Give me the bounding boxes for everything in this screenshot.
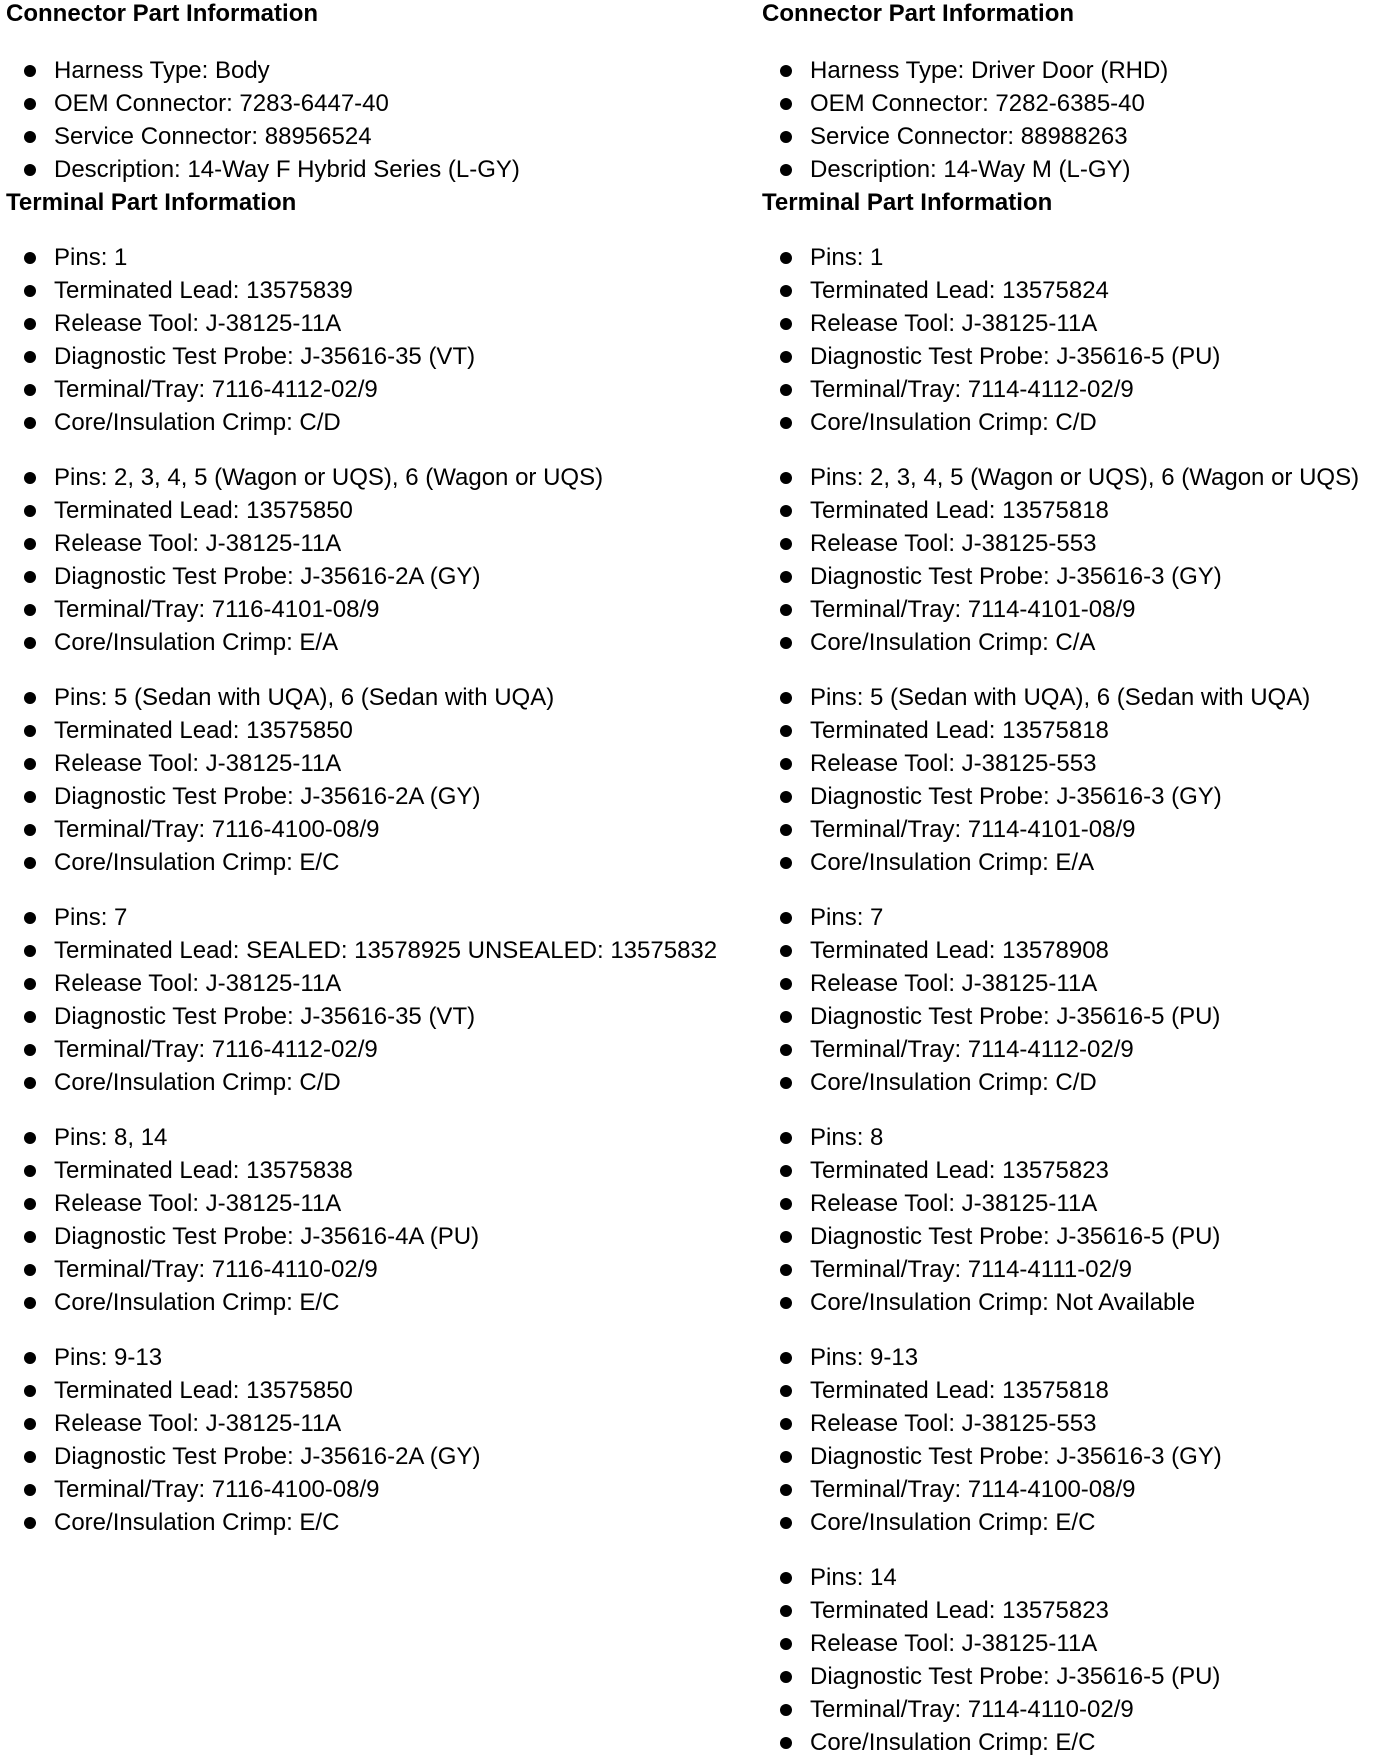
list-item-text: Diagnostic Test Probe: J-35616-5 (PU) xyxy=(810,1223,1221,1250)
bullet-icon xyxy=(780,692,792,704)
bullet-icon xyxy=(24,1385,36,1397)
bullet-icon xyxy=(24,725,36,737)
bullet-icon xyxy=(24,1165,36,1177)
list-item-text: Release Tool: J-38125-11A xyxy=(54,1410,342,1437)
terminal-info-item xyxy=(762,747,1392,780)
list-item-text: Terminated Lead: 13575850 xyxy=(54,1377,353,1404)
terminal-info-item xyxy=(6,1000,756,1033)
terminal-info-item xyxy=(6,846,756,879)
left-column xyxy=(6,0,756,1539)
terminal-info-item xyxy=(6,340,756,373)
list-item-text: Pins: 14 xyxy=(810,1564,897,1591)
terminal-info-item xyxy=(6,1121,756,1154)
bullet-icon xyxy=(780,637,792,649)
bullet-icon xyxy=(24,285,36,297)
list-item-text: Terminal/Tray: 7116-4100-08/9 xyxy=(54,816,380,843)
list-item-text: Pins: 9-13 xyxy=(54,1344,163,1371)
terminal-info-item xyxy=(762,846,1392,879)
bullet-icon xyxy=(780,1451,792,1463)
list-item-text: Diagnostic Test Probe: J-35616-5 (PU) xyxy=(810,1663,1221,1690)
bullet-icon xyxy=(780,1638,792,1650)
list-item-text: Terminal/Tray: 7114-4110-02/9 xyxy=(810,1696,1134,1723)
terminal-info-item xyxy=(6,747,756,780)
bullet-icon xyxy=(24,758,36,770)
bullet-icon xyxy=(780,604,792,616)
bullet-icon xyxy=(780,131,792,143)
terminal-group xyxy=(6,681,756,879)
list-item-text: Diagnostic Test Probe: J-35616-2A (GY) xyxy=(54,1443,481,1470)
connector-info-list xyxy=(762,54,1392,186)
list-item-text: Service Connector: 88988263 xyxy=(810,123,1128,150)
list-item-text: Core/Insulation Crimp: E/C xyxy=(54,849,340,876)
terminal-info-item xyxy=(762,934,1392,967)
bullet-icon xyxy=(24,1198,36,1210)
list-item-text: Terminated Lead: 13575850 xyxy=(54,717,353,744)
terminal-info-item xyxy=(762,494,1392,527)
terminal-info-item xyxy=(6,681,756,714)
terminal-info-item xyxy=(6,373,756,406)
terminal-info-item xyxy=(6,307,756,340)
terminal-info-item xyxy=(6,1407,756,1440)
list-item-text: Release Tool: J-38125-11A xyxy=(810,1190,1098,1217)
bullet-icon xyxy=(24,857,36,869)
list-item-text: Release Tool: J-38125-11A xyxy=(810,1630,1098,1657)
list-item-text: Harness Type: Body xyxy=(54,57,270,84)
bullet-icon xyxy=(780,164,792,176)
bullet-icon xyxy=(780,1044,792,1056)
list-item-text: Release Tool: J-38125-11A xyxy=(54,1190,342,1217)
bullet-icon xyxy=(24,1484,36,1496)
terminal-info-item xyxy=(762,461,1392,494)
terminal-info-item xyxy=(762,1506,1392,1539)
bullet-icon xyxy=(780,791,792,803)
list-item-text: Terminated Lead: 13578908 xyxy=(810,937,1109,964)
terminal-info-item xyxy=(762,1726,1392,1759)
list-item-text: OEM Connector: 7282-6385-40 xyxy=(810,90,1145,117)
bullet-icon xyxy=(24,1264,36,1276)
bullet-icon xyxy=(780,1704,792,1716)
list-item-text: Release Tool: J-38125-11A xyxy=(810,310,1098,337)
terminal-info-item xyxy=(762,681,1392,714)
bullet-icon xyxy=(24,417,36,429)
terminal-info-item xyxy=(762,1561,1392,1594)
bullet-icon xyxy=(780,1605,792,1617)
terminal-group xyxy=(762,461,1392,659)
bullet-icon xyxy=(24,505,36,517)
bullet-icon xyxy=(780,98,792,110)
terminal-info-item xyxy=(762,560,1392,593)
bullet-icon xyxy=(780,571,792,583)
bullet-icon xyxy=(780,252,792,264)
terminal-info-item xyxy=(6,1066,756,1099)
terminal-info-item xyxy=(762,1220,1392,1253)
terminal-group xyxy=(6,1341,756,1539)
connector-info-item xyxy=(6,120,756,153)
terminal-info-item xyxy=(6,1033,756,1066)
bullet-icon xyxy=(780,857,792,869)
terminal-info-item xyxy=(762,406,1392,439)
bullet-icon xyxy=(780,1077,792,1089)
list-item-text: Core/Insulation Crimp: C/D xyxy=(54,1069,341,1096)
bullet-icon xyxy=(780,351,792,363)
bullet-icon xyxy=(24,1231,36,1243)
connector-part-information-heading: Connector Part Information xyxy=(762,0,1075,27)
terminal-part-information-heading: Terminal Part Information xyxy=(762,189,1053,216)
terminal-info-item xyxy=(6,527,756,560)
terminal-info-item xyxy=(762,1121,1392,1154)
terminal-info-item xyxy=(762,901,1392,934)
list-item-text: Diagnostic Test Probe: J-35616-5 (PU) xyxy=(810,343,1221,370)
terminal-info-item xyxy=(6,560,756,593)
list-item-text: Harness Type: Driver Door (RHD) xyxy=(810,57,1169,84)
bullet-icon xyxy=(780,417,792,429)
bullet-icon xyxy=(24,384,36,396)
terminal-group xyxy=(6,241,756,439)
list-item-text: Core/Insulation Crimp: E/C xyxy=(54,1509,340,1536)
terminal-info-item xyxy=(6,626,756,659)
terminal-info-item xyxy=(762,1033,1392,1066)
bullet-icon xyxy=(780,1165,792,1177)
bullet-icon xyxy=(780,1352,792,1364)
bullet-icon xyxy=(780,1297,792,1309)
bullet-icon xyxy=(780,912,792,924)
list-item-text: Terminal/Tray: 7114-4112-02/9 xyxy=(810,1036,1134,1063)
list-item-text: Pins: 1 xyxy=(54,244,128,271)
list-item-text: Terminal/Tray: 7114-4111-02/9 xyxy=(810,1256,1132,1283)
bullet-icon xyxy=(780,1132,792,1144)
bullet-icon xyxy=(24,1044,36,1056)
terminal-group xyxy=(762,901,1392,1099)
terminal-info-item xyxy=(762,1000,1392,1033)
connector-info-item xyxy=(762,87,1392,120)
connector-info-item xyxy=(6,87,756,120)
terminal-info-item xyxy=(6,1220,756,1253)
bullet-icon xyxy=(24,1077,36,1089)
terminal-info-item xyxy=(6,241,756,274)
list-item-text: Release Tool: J-38125-553 xyxy=(810,530,1097,557)
list-item-text: Release Tool: J-38125-553 xyxy=(810,1410,1097,1437)
list-item-text: Description: 14-Way M (L-GY) xyxy=(810,156,1131,183)
bullet-icon xyxy=(24,538,36,550)
list-item-text: Diagnostic Test Probe: J-35616-5 (PU) xyxy=(810,1003,1221,1030)
terminal-info-item xyxy=(762,1286,1392,1319)
bullet-icon xyxy=(24,791,36,803)
terminal-info-item xyxy=(762,813,1392,846)
terminal-info-item xyxy=(762,1693,1392,1726)
terminal-info-item xyxy=(6,461,756,494)
terminal-info-item xyxy=(6,813,756,846)
bullet-icon xyxy=(780,1517,792,1529)
terminal-info-item xyxy=(6,1506,756,1539)
terminal-group xyxy=(6,901,756,1099)
list-item-text: Core/Insulation Crimp: E/C xyxy=(810,1729,1096,1756)
terminal-group xyxy=(6,1121,756,1319)
list-item-text: Pins: 9-13 xyxy=(810,1344,919,1371)
terminal-info-item xyxy=(762,1154,1392,1187)
bullet-icon xyxy=(780,1572,792,1584)
list-item-text: Terminal/Tray: 7116-4110-02/9 xyxy=(54,1256,378,1283)
bullet-icon xyxy=(780,472,792,484)
list-item-text: Pins: 5 (Sedan with UQA), 6 (Sedan with UQA) xyxy=(810,684,1311,711)
terminal-group xyxy=(762,681,1392,879)
connector-info-item xyxy=(6,153,756,186)
bullet-icon xyxy=(780,945,792,957)
bullet-icon xyxy=(24,131,36,143)
terminal-info-item xyxy=(762,307,1392,340)
bullet-icon xyxy=(780,1198,792,1210)
bullet-icon xyxy=(24,571,36,583)
list-item-text: Terminated Lead: 13575818 xyxy=(810,497,1109,524)
terminal-info-item xyxy=(762,593,1392,626)
bullet-icon xyxy=(24,1297,36,1309)
terminal-info-item xyxy=(6,1286,756,1319)
bullet-icon xyxy=(24,978,36,990)
terminal-info-item xyxy=(762,527,1392,560)
connector-info-item xyxy=(6,54,756,87)
list-item-text: Terminal/Tray: 7114-4100-08/9 xyxy=(810,1476,1136,1503)
right-column xyxy=(762,0,1392,1759)
terminal-info-item xyxy=(6,494,756,527)
bullet-icon xyxy=(24,65,36,77)
bullet-icon xyxy=(24,1011,36,1023)
bullet-icon xyxy=(780,1385,792,1397)
terminal-info-item xyxy=(762,241,1392,274)
list-item-text: Terminal/Tray: 7116-4112-02/9 xyxy=(54,1036,378,1063)
list-item-text: OEM Connector: 7283-6447-40 xyxy=(54,90,389,117)
connector-info-item xyxy=(762,54,1392,87)
list-item-text: Diagnostic Test Probe: J-35616-35 (VT) xyxy=(54,343,476,370)
bullet-icon xyxy=(24,1517,36,1529)
terminal-group xyxy=(6,461,756,659)
list-item-text: Core/Insulation Crimp: E/C xyxy=(810,1509,1096,1536)
list-item-text: Release Tool: J-38125-11A xyxy=(54,750,342,777)
list-item-text: Pins: 2, 3, 4, 5 (Wagon or UQS), 6 (Wagon or UQS) xyxy=(810,464,1360,491)
terminal-info-item xyxy=(762,626,1392,659)
terminal-info-item xyxy=(6,1253,756,1286)
bullet-icon xyxy=(780,65,792,77)
list-item-text: Terminal/Tray: 7114-4101-08/9 xyxy=(810,596,1136,623)
bullet-icon xyxy=(780,1264,792,1276)
terminal-info-item xyxy=(6,934,756,967)
connector-info-list xyxy=(6,54,756,186)
terminal-info-item xyxy=(762,1594,1392,1627)
list-item-text: Pins: 2, 3, 4, 5 (Wagon or UQS), 6 (Wagon or UQS) xyxy=(54,464,604,491)
list-item-text: Core/Insulation Crimp: E/C xyxy=(54,1289,340,1316)
bullet-icon xyxy=(780,1011,792,1023)
list-item-text: Core/Insulation Crimp: C/D xyxy=(810,409,1097,436)
list-item-text: Service Connector: 88956524 xyxy=(54,123,372,150)
bullet-icon xyxy=(780,1418,792,1430)
bullet-icon xyxy=(780,1671,792,1683)
list-item-text: Pins: 7 xyxy=(54,904,128,931)
list-item-text: Pins: 5 (Sedan with UQA), 6 (Sedan with UQA) xyxy=(54,684,555,711)
list-item-text: Terminated Lead: 13575823 xyxy=(810,1597,1109,1624)
terminal-info-item xyxy=(6,274,756,307)
terminal-info-item xyxy=(762,967,1392,1000)
terminal-info-item xyxy=(6,1440,756,1473)
bullet-icon xyxy=(24,1451,36,1463)
list-item-text: Terminated Lead: 13575818 xyxy=(810,717,1109,744)
list-item-text: Terminated Lead: 13575838 xyxy=(54,1157,353,1184)
terminal-group xyxy=(762,241,1392,439)
list-item-text: Core/Insulation Crimp: C/D xyxy=(54,409,341,436)
bullet-icon xyxy=(780,318,792,330)
bullet-icon xyxy=(780,1484,792,1496)
list-item-text: Release Tool: J-38125-553 xyxy=(810,750,1097,777)
bullet-icon xyxy=(24,98,36,110)
list-item-text: Release Tool: J-38125-11A xyxy=(54,310,342,337)
terminal-info-item xyxy=(6,1187,756,1220)
list-item-text: Terminated Lead: 13575839 xyxy=(54,277,353,304)
list-item-text: Diagnostic Test Probe: J-35616-3 (GY) xyxy=(810,563,1222,590)
bullet-icon xyxy=(24,252,36,264)
terminal-info-item xyxy=(6,1473,756,1506)
terminal-info-item xyxy=(762,1187,1392,1220)
list-item-text: Terminal/Tray: 7116-4101-08/9 xyxy=(54,596,380,623)
connector-info-item xyxy=(762,153,1392,186)
bullet-icon xyxy=(24,1418,36,1430)
list-item-text: Diagnostic Test Probe: J-35616-2A (GY) xyxy=(54,783,481,810)
list-item-text: Release Tool: J-38125-11A xyxy=(54,970,342,997)
list-item-text: Diagnostic Test Probe: J-35616-2A (GY) xyxy=(54,563,481,590)
bullet-icon xyxy=(780,505,792,517)
bullet-icon xyxy=(24,637,36,649)
list-item-text: Pins: 7 xyxy=(810,904,884,931)
terminal-info-item xyxy=(762,1660,1392,1693)
terminal-info-item xyxy=(762,1253,1392,1286)
list-item-text: Core/Insulation Crimp: E/A xyxy=(54,629,339,656)
list-item-text: Description: 14-Way F Hybrid Series (L-GY) xyxy=(54,156,520,183)
bullet-icon xyxy=(24,604,36,616)
terminal-info-item xyxy=(762,373,1392,406)
list-item-text: Terminal/Tray: 7116-4112-02/9 xyxy=(54,376,378,403)
list-item-text: Diagnostic Test Probe: J-35616-4A (PU) xyxy=(54,1223,480,1250)
terminal-info-item xyxy=(762,1473,1392,1506)
bullet-icon xyxy=(780,824,792,836)
terminal-info-item xyxy=(762,340,1392,373)
bullet-icon xyxy=(780,1737,792,1749)
bullet-icon xyxy=(780,725,792,737)
bullet-icon xyxy=(24,692,36,704)
list-item-text: Pins: 8 xyxy=(810,1124,884,1151)
list-item-text: Diagnostic Test Probe: J-35616-35 (VT) xyxy=(54,1003,476,1030)
list-item-text: Terminated Lead: 13575823 xyxy=(810,1157,1109,1184)
bullet-icon xyxy=(780,978,792,990)
list-item-text: Terminated Lead: SEALED: 13578925 UNSEALED: 13575832 xyxy=(54,937,718,964)
bullet-icon xyxy=(780,384,792,396)
terminal-info-item xyxy=(762,780,1392,813)
terminal-info-item xyxy=(762,1341,1392,1374)
terminal-info-item xyxy=(6,901,756,934)
list-item-text: Core/Insulation Crimp: C/D xyxy=(810,1069,1097,1096)
connector-part-information-heading: Connector Part Information xyxy=(6,0,319,27)
list-item-text: Diagnostic Test Probe: J-35616-3 (GY) xyxy=(810,1443,1222,1470)
bullet-icon xyxy=(780,285,792,297)
bullet-icon xyxy=(780,1231,792,1243)
list-item-text: Terminal/Tray: 7114-4101-08/9 xyxy=(810,816,1136,843)
terminal-part-information-heading: Terminal Part Information xyxy=(6,189,297,216)
list-item-text: Pins: 8, 14 xyxy=(54,1124,168,1151)
bullet-icon xyxy=(24,164,36,176)
bullet-icon xyxy=(24,824,36,836)
bullet-icon xyxy=(24,318,36,330)
terminal-info-item xyxy=(6,1341,756,1374)
terminal-group xyxy=(762,1341,1392,1539)
terminal-info-item xyxy=(762,1407,1392,1440)
list-item-text: Terminated Lead: 13575824 xyxy=(810,277,1109,304)
terminal-info-item xyxy=(6,593,756,626)
terminal-info-item xyxy=(762,1627,1392,1660)
list-item-text: Terminal/Tray: 7116-4100-08/9 xyxy=(54,1476,380,1503)
terminal-info-item xyxy=(762,274,1392,307)
bullet-icon xyxy=(24,351,36,363)
bullet-icon xyxy=(780,758,792,770)
bullet-icon xyxy=(24,1352,36,1364)
terminal-info-item xyxy=(762,1440,1392,1473)
terminal-info-item xyxy=(6,967,756,1000)
terminal-group xyxy=(762,1121,1392,1319)
list-item-text: Core/Insulation Crimp: E/A xyxy=(810,849,1095,876)
terminal-info-item xyxy=(6,1374,756,1407)
terminal-info-item xyxy=(6,1154,756,1187)
bullet-icon xyxy=(24,912,36,924)
terminal-group xyxy=(762,1561,1392,1759)
list-item-text: Terminated Lead: 13575850 xyxy=(54,497,353,524)
bullet-icon xyxy=(24,1132,36,1144)
list-item-text: Core/Insulation Crimp: Not Available xyxy=(810,1289,1196,1316)
bullet-icon xyxy=(780,538,792,550)
list-item-text: Release Tool: J-38125-11A xyxy=(54,530,342,557)
bullet-icon xyxy=(24,945,36,957)
bullet-icon xyxy=(24,472,36,484)
terminal-info-item xyxy=(762,714,1392,747)
list-item-text: Diagnostic Test Probe: J-35616-3 (GY) xyxy=(810,783,1222,810)
terminal-info-item xyxy=(762,1374,1392,1407)
terminal-info-item xyxy=(6,406,756,439)
list-item-text: Terminal/Tray: 7114-4112-02/9 xyxy=(810,376,1134,403)
list-item-text: Core/Insulation Crimp: C/A xyxy=(810,629,1096,656)
list-item-text: Terminated Lead: 13575818 xyxy=(810,1377,1109,1404)
terminal-info-item xyxy=(762,1066,1392,1099)
list-item-text: Pins: 1 xyxy=(810,244,884,271)
terminal-info-item xyxy=(6,780,756,813)
connector-info-item xyxy=(762,120,1392,153)
terminal-info-item xyxy=(6,714,756,747)
list-item-text: Release Tool: J-38125-11A xyxy=(810,970,1098,997)
